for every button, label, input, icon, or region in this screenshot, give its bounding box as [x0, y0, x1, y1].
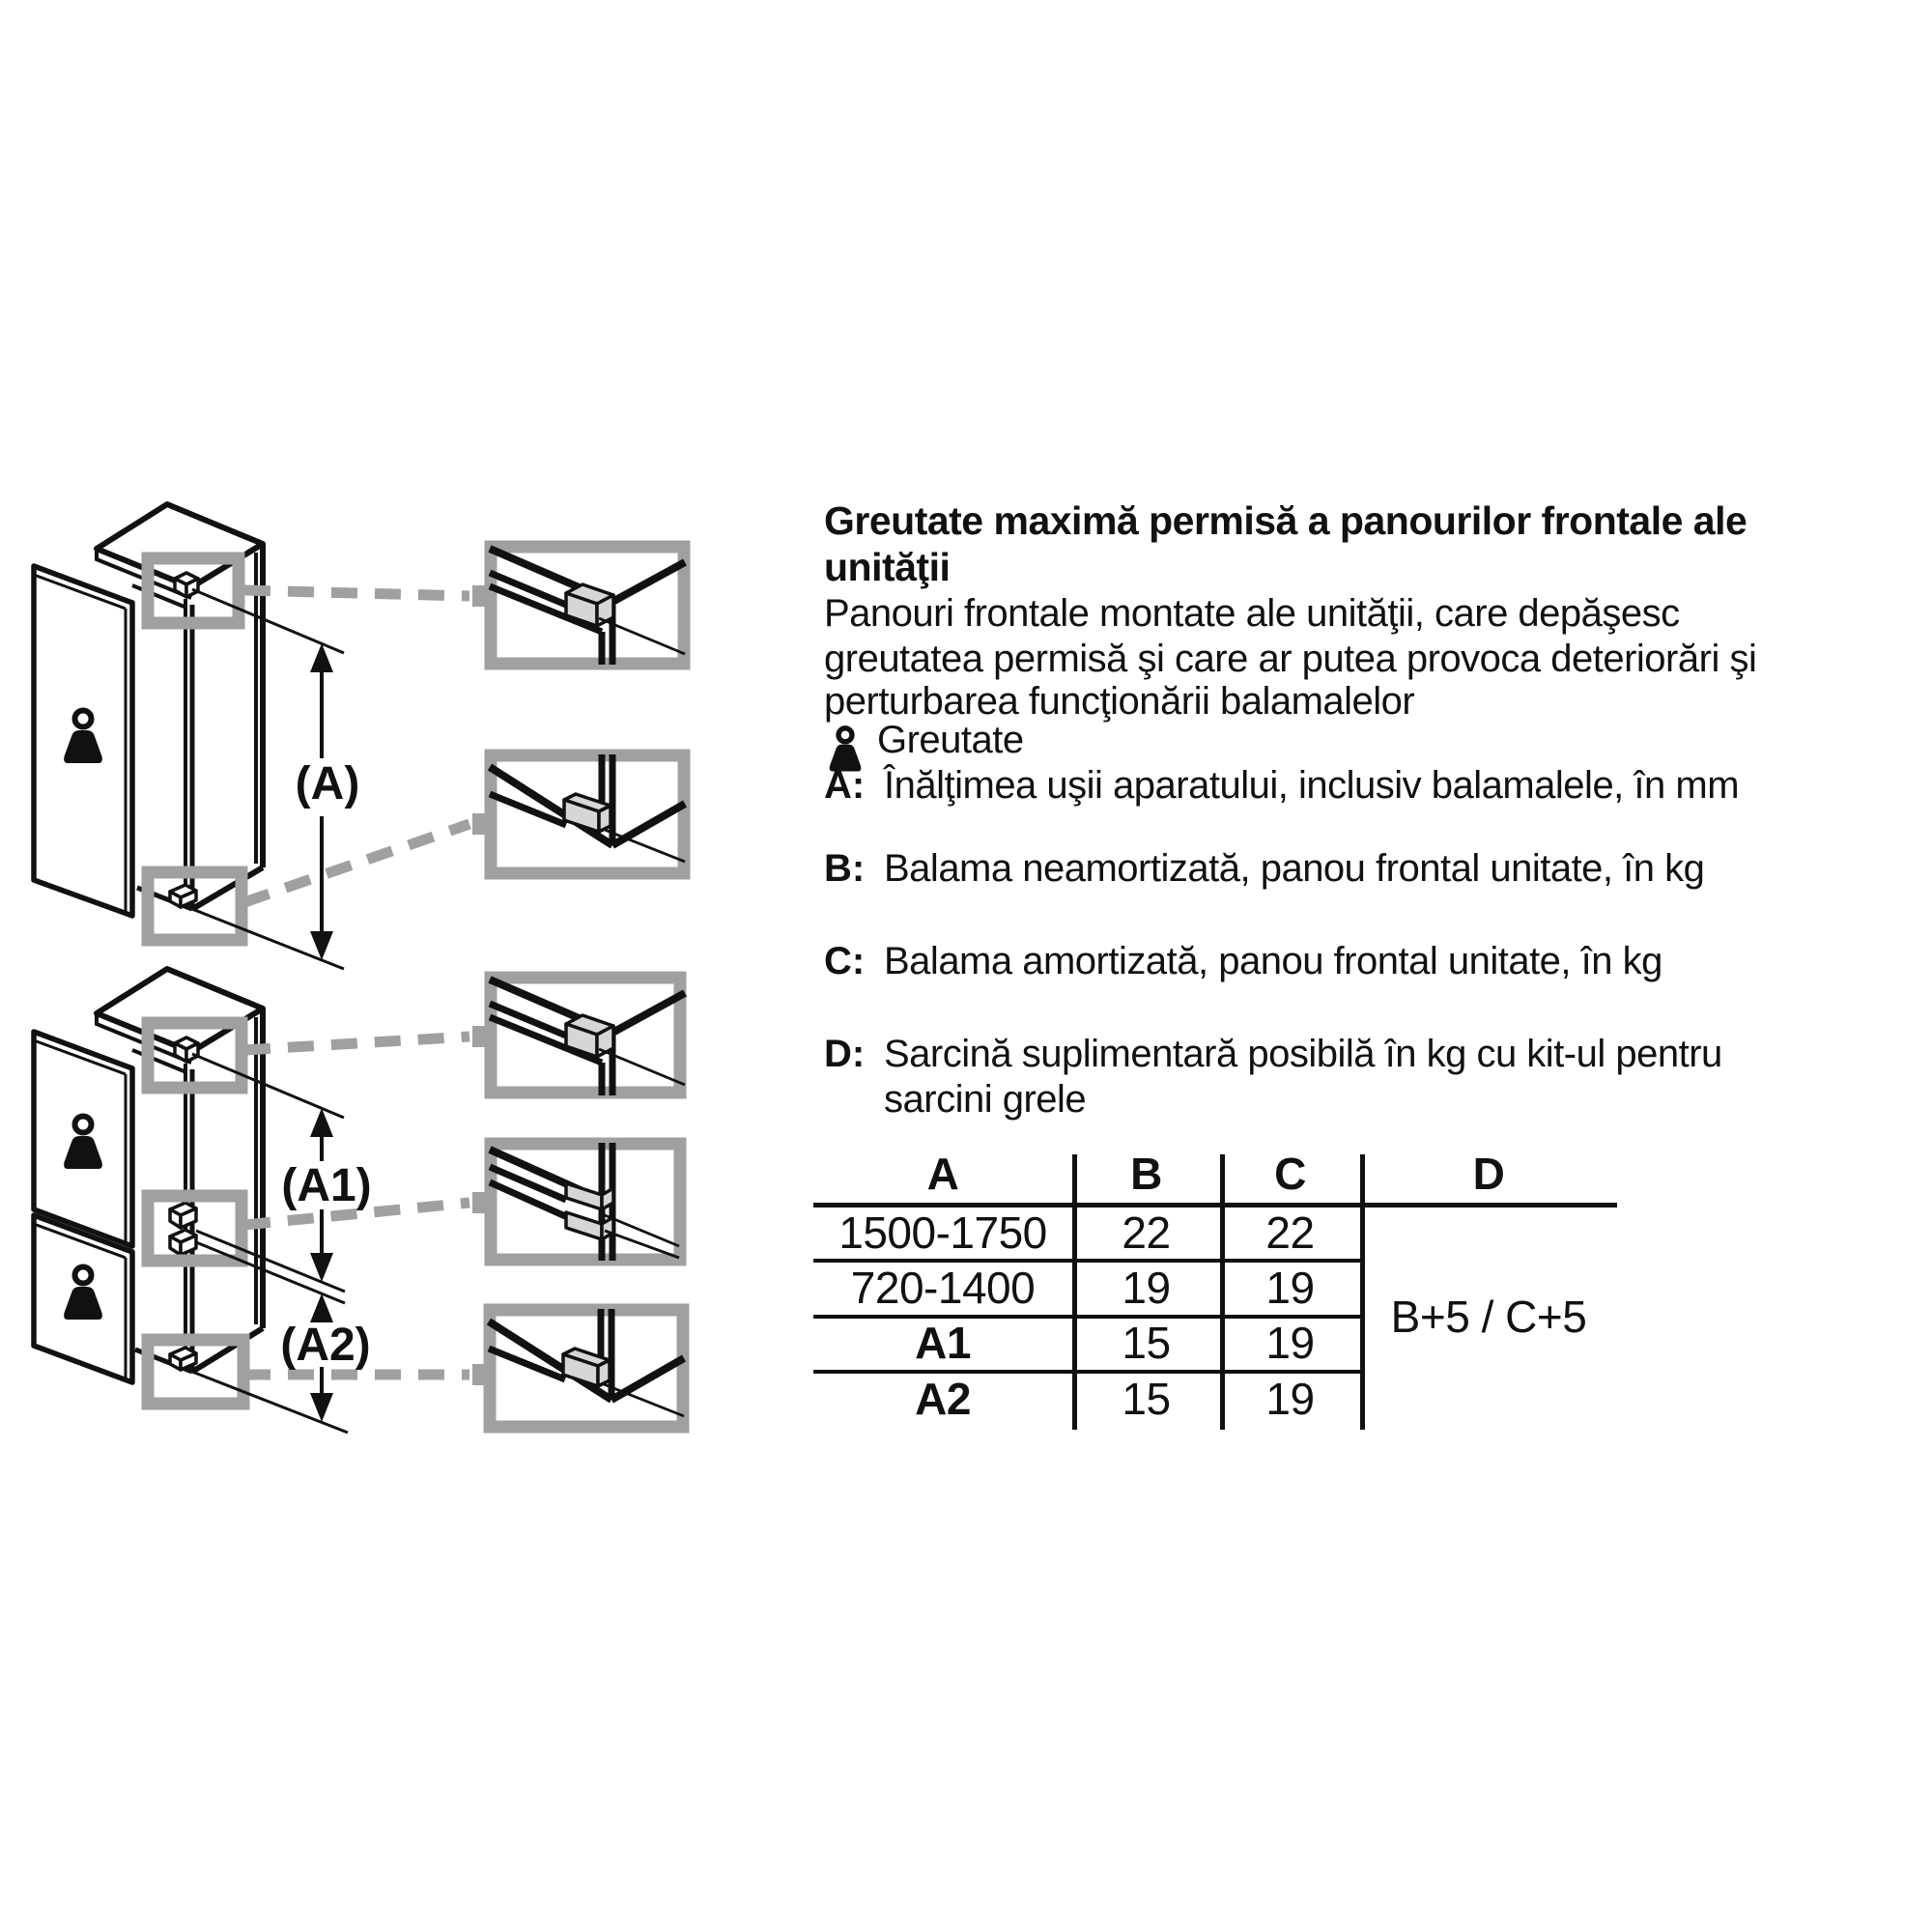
page-title-line-1: Greutate maximă permisă a panourilor frontale ale [824, 498, 1747, 543]
intro-paragraph-line-1: Panouri frontale montate ale unităţii, care depăşesc [824, 592, 1680, 635]
table-cell: A2 [915, 1374, 971, 1424]
intro-paragraph-line-3: perturbarea funcţionării balamalelor [824, 680, 1415, 723]
table-cell: 720-1400 [850, 1263, 1036, 1313]
page-title-line-2: unităţii [824, 545, 951, 589]
manual-page: (A) (A1) (A2) Greutate maximă permisă a panourilor frontale ale unităţii Panouri frontale montate ale unităţii, care depăşesc greutatea permisă şi care ar putea provoca deteriorări şi perturbarea funcţionării balamalelor Greutate A: Înălţimea uşii aparatului, inclusiv balamalele, în mm B: Balama neamortizată, panou frontal unitate, în kg C: Balama amortizată, panou frontal unitate, în kg D: Sarcină suplimentară posibilă în kg cu kit-ul pentru sarcini grele A B C D 1500-1750 22 22 720-1400 19 19 A1 15 19 A2 15 19 B+5 / C+5 [0, 0, 1932, 1932]
table-cell: 19 [1265, 1318, 1315, 1368]
legend-weight-label: Greutate [877, 719, 1024, 761]
door-panel [34, 566, 132, 916]
table-cell: 19 [1122, 1263, 1171, 1313]
hinge-detail-inset-3 [490, 978, 685, 1095]
intro-paragraph-line-2: greutatea permisă şi care ar putea provoca deteriorări şi [824, 638, 1757, 680]
table-header-c: C [1274, 1149, 1306, 1199]
dashed-leader-line [244, 824, 469, 902]
table-cell: 1500-1750 [838, 1208, 1047, 1258]
single-door-diagram [34, 504, 485, 969]
hinge-detail-inset-2 [490, 754, 685, 873]
table-cell: 22 [1265, 1208, 1315, 1258]
dimension-arrow-a [192, 589, 359, 969]
table-cell: 22 [1122, 1208, 1171, 1258]
double-door-diagram [34, 969, 485, 1433]
table-header-d: D [1472, 1149, 1505, 1199]
installation-figure [0, 0, 773, 1546]
dashed-leader-line [244, 590, 469, 596]
hinge-detail-inset-1 [490, 547, 685, 665]
door-panel-upper [34, 1032, 132, 1246]
dimension-label-a2: (A2) [280, 1320, 371, 1371]
table-cell: 15 [1122, 1374, 1171, 1424]
hinge-detail-inset-5 [489, 1309, 684, 1427]
table-cell: 19 [1265, 1263, 1315, 1313]
dashed-leader-line [244, 1037, 469, 1050]
hinge-detail-inset-4 [490, 1143, 680, 1261]
table-header-b: B [1130, 1149, 1162, 1199]
spec-table [813, 1149, 1617, 1431]
table-cell-d-merged: B+5 / C+5 [1390, 1292, 1587, 1342]
table-cell: 15 [1122, 1318, 1171, 1368]
table-cell: 19 [1265, 1374, 1315, 1424]
table-cell: A1 [915, 1318, 971, 1368]
table-header-a: A [926, 1149, 959, 1199]
dimension-label-a1: (A1) [281, 1160, 372, 1211]
dimension-label-a: (A) [295, 758, 360, 810]
